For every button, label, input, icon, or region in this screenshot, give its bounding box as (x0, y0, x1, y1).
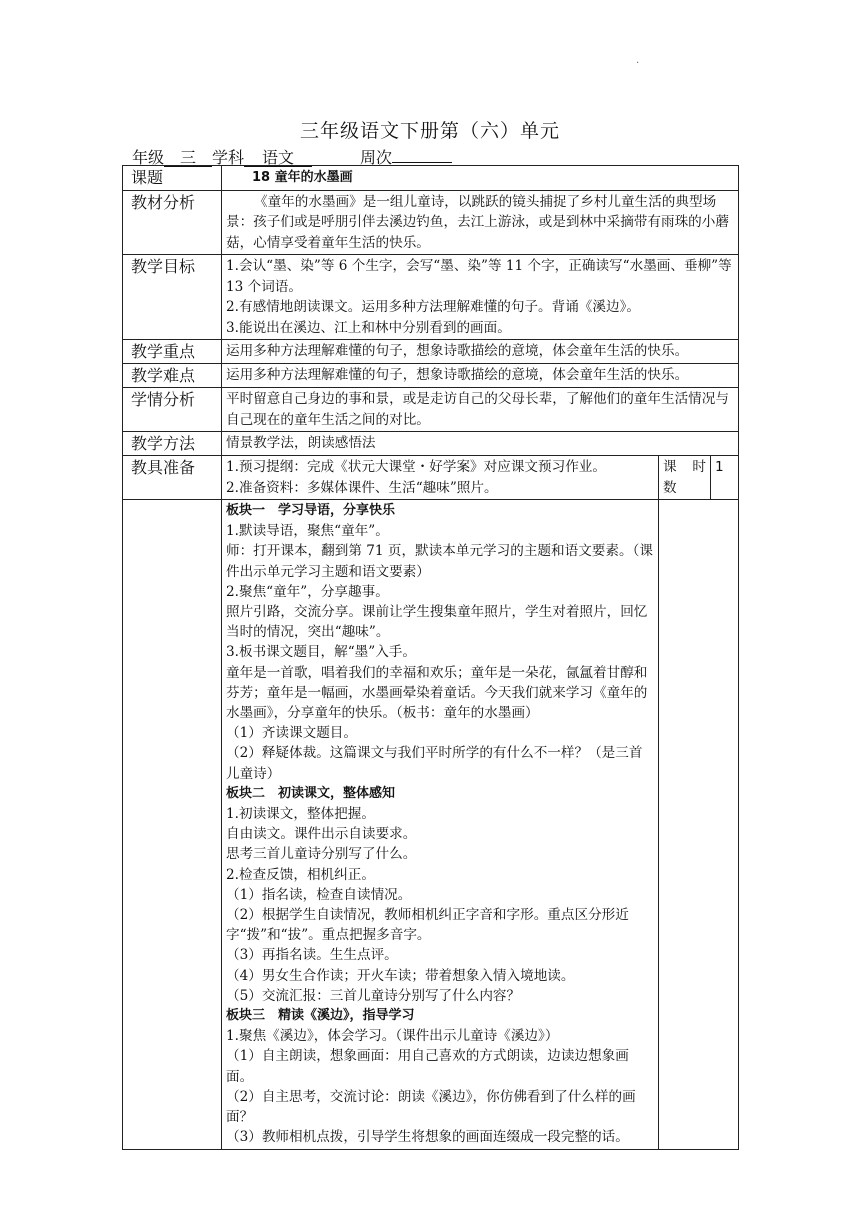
subject-value: 语文 (244, 149, 312, 167)
lesson-plan-table (122, 165, 739, 1150)
row-method (123, 432, 739, 456)
method-text: 情景教学法，朗读感悟法 (222, 432, 739, 456)
topic-label: 课题 (123, 166, 222, 191)
material-text: 《童年的水墨画》是一组儿童诗，以跳跃的镜头捕捉了乡村儿童生活的典型场景：孩子们或是呼朋引伴去溪边钓鱼，去江上游泳，或是到林中采摘带有雨珠的小蘑菇，心情享受着童年生活的快乐。 (226, 193, 729, 251)
goal-item: 2.有感情地朗读课文。运用多种方法理解难懂的句子。背诵《溪边》。 (226, 299, 640, 315)
hours-label: 课 时数 (659, 456, 711, 500)
row-analysis (123, 388, 739, 432)
top-dot: · (636, 58, 640, 69)
key-label: 教学重点 (123, 340, 222, 364)
prep-label: 教具准备 (123, 456, 222, 500)
prep-item: 2.准备资料：多媒体课件、生活“趣味”照片。 (226, 479, 498, 496)
process-line: 思考三首儿童诗分别写了什么。 (226, 846, 417, 863)
process-line: 童年是一首歌，唱着我们的幸福和欢乐；童年是一朵花，氤氲着甘醇和芬芳；童年是一幅画，水墨画晕染着童话。今天我们就来学习《童年的水墨画》，分享童年的快乐。（板书：童年的水墨画） (226, 664, 648, 722)
process-line: 1.聚焦《溪边》，体会学习。（课件出示儿童诗《溪边》） (226, 1028, 559, 1045)
process-heading: 板块二 初读课文，整体感知 (226, 785, 396, 801)
difficulty-label: 教学难点 (123, 364, 222, 388)
goals-label: 教学目标 (123, 255, 222, 340)
grade-label: 年级 (132, 148, 165, 167)
process-line: （1）自主朗读，想象画面：用自己喜欢的方式朗读，边读边想象画面。 (226, 1048, 629, 1085)
process-heading: 板块一 学习导语，分享快乐 (226, 503, 396, 518)
process-line: （4）男女生合作读；开火车读；带着想象入情入境地读。 (226, 967, 575, 984)
process-line: 2.聚焦“童年”，分享趣事。 (226, 583, 389, 600)
process-line: （2）释疑体裁。这篇课文与我们平时所学的有什么不一样？（是三首儿童诗） (226, 745, 643, 782)
page-title: 三年级语文下册第（六）单元 (299, 120, 560, 142)
process-line: 师：打开课本，翻到第 71 页，默读本单元学习的主题和语文要素。（课件出示单元学习主题和语文要素） (226, 543, 653, 580)
process-line: 2.检查反馈，相机纠正。 (226, 866, 375, 883)
grade-value: 三 (164, 149, 212, 167)
difficulty-text: 运用多种方法理解难懂的句子，想象诗歌描绘的意境，体会童年生活的快乐。 (222, 364, 739, 388)
process-heading: 板块三 精读《溪边》，指导学习 (226, 1008, 415, 1024)
goal-item: 3.能说出在溪边、江上和林中分别看到的画面。 (226, 319, 511, 336)
goal-item: 1.会认“墨、染”等 6 个生字，会写“墨、染”等 11 个字，正确读写“水墨画、垂柳”等 13 个词语。 (226, 258, 732, 295)
row-prep (123, 456, 739, 500)
process-cell (222, 500, 659, 1150)
prep-cell (222, 456, 659, 500)
process-line: （2）根据学生自读情况，教师相机纠正字音和字形。重点区分形近字“拨”和“拔”。重点把握多音字。 (226, 907, 629, 944)
method-label: 教学方法 (123, 432, 222, 456)
goals-cell (222, 255, 739, 340)
process-line: （5）交流汇报：三首儿童诗分别写了什么内容？ (226, 987, 521, 1004)
prep-item: 1.预习提纲：完成《状元大课堂・好学案》对应课文预习作业。 (226, 459, 606, 475)
process-line: 自由读文。课件出示自读要求。 (226, 826, 417, 843)
key-text: 运用多种方法理解难懂的句子，想象诗歌描绘的意境，体会童年生活的快乐。 (222, 340, 739, 364)
row-difficulty (123, 364, 739, 388)
process-label-cell (123, 500, 222, 1150)
analysis-label: 学情分析 (123, 388, 222, 432)
row-key (123, 340, 739, 364)
process-line: 照片引路，交流分享。课前让学生搜集童年照片，学生对着照片，回忆当时的情况，突出“趣味”。 (226, 604, 648, 641)
row-topic (123, 166, 739, 191)
analysis-text: 平时留意自己身边的事和景，或是走访自己的父母长辈，了解他们的童年生活情况与自己现在的童年生活之间的对比。 (222, 388, 739, 432)
process-line: （3）再指名读。生生点评。 (226, 947, 398, 964)
hours-value: 1 (711, 456, 739, 500)
process-line: 1.默读导语，聚焦“童年”。 (226, 523, 389, 540)
material-cell (222, 190, 739, 255)
subject-label: 学科 (212, 148, 245, 167)
row-process (123, 500, 739, 1150)
process-line: 3.板书课文题目，解“墨”入手。 (226, 644, 416, 661)
week-label: 周次 (360, 148, 393, 167)
process-line: （1）指名读，检查自读情况。 (226, 886, 412, 903)
row-goals (123, 255, 739, 340)
process-line: （2）自主思考，交流讨论：朗读《溪边》，你仿佛看到了什么样的画面？ (226, 1088, 636, 1126)
process-line: 1.初读课文，整体把握。 (226, 806, 375, 823)
process-notes-cell (659, 500, 739, 1150)
week-value (392, 162, 452, 163)
row-material (123, 190, 739, 255)
topic-value (222, 166, 739, 191)
topic-text: 18 童年的水墨画 (252, 170, 353, 185)
material-label: 教材分析 (123, 190, 222, 255)
process-line: （1）齐读课文题目。 (226, 725, 357, 742)
process-line: （3）教师相机点拨，引导学生将想象的画面连缀成一段完整的话。 (226, 1129, 629, 1146)
